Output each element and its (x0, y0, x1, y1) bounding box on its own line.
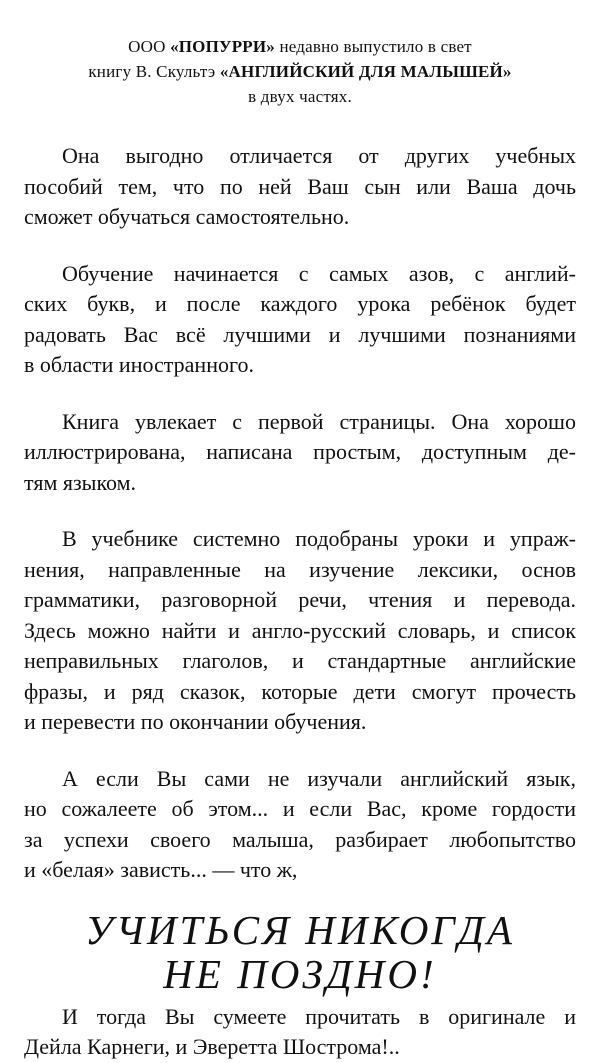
paragraph-parents (24, 764, 576, 886)
text-line: и перевести по окончании обучения. (24, 709, 367, 734)
paragraph-illustrated (24, 407, 576, 499)
paragraph-advantages (24, 141, 576, 233)
text-line: А если Вы сами не изучали английский язык, (62, 765, 576, 791)
book-title: «АНГЛИЙСКИЙ ДЛЯ МАЛЫШЕЙ» (219, 62, 512, 81)
book-author: книгу В. Скультэ (88, 62, 220, 81)
text-line: В учебнике системно подобраны уроки и упраж- (62, 526, 576, 551)
text-line: тям языком. (24, 469, 137, 495)
text-line: неправильных глаголов, и стандартные английские (24, 648, 576, 673)
paragraph-learning (24, 259, 576, 381)
text-line: Обучение начинается с самых азов, с англий- (62, 260, 576, 286)
text-line: грамматики, разговорной речи, чтения и перевода. (24, 587, 576, 612)
announcement-line-3: в двух частях. (248, 87, 352, 106)
slogan-heading (24, 908, 576, 996)
text-line: иллюстрирована, написана простым, доступным де- (24, 439, 576, 464)
publisher-name: «ПОПУРРИ» (170, 37, 275, 56)
publisher-announcement (24, 34, 576, 109)
text-line: И тогда Вы сумеете прочитать в оригинале и (62, 1003, 576, 1029)
text-line: за успехи своего малыша, разбирает любопытство (24, 826, 576, 852)
text-line: нения, направленные на изучение лексики, основ (24, 556, 576, 582)
text-line: и «белая» зависть... — что ж, (24, 857, 298, 882)
text-line: но сожалеете об этом... и если Вас, кроме гордости (24, 796, 576, 821)
text-line: фразы, и ряд сказок, которые дети смогут прочесть (24, 678, 576, 704)
text-line: сможет обучаться самостоятельно. (24, 204, 350, 229)
text-line: в области иностранного. (24, 352, 254, 377)
text-line: радовать Вас всё лучшими и лучшими познаниями (24, 321, 576, 347)
announcement-line-2 (24, 59, 576, 84)
paragraph-final (24, 1002, 576, 1063)
announcement-text: недавно выпустило в свет (275, 37, 472, 56)
text-line: Дейла Карнеги, и Эверетта Шострома!.. (24, 1034, 400, 1059)
page (24, 34, 576, 1063)
paragraph-contents (24, 524, 576, 738)
announcement-line-1 (24, 34, 576, 59)
text-line: ских букв, и после каждого урока ребёнок будет (24, 291, 576, 316)
announcement-prefix: ООО (128, 37, 171, 56)
text-line: Книга увлекает с первой страницы. Она хорошо (62, 408, 576, 434)
text-line: Здесь можно найти и англо-русский словарь, и список (24, 617, 576, 643)
text-line: пособий тем, что по ней Ваш сын или Ваша дочь (24, 173, 576, 199)
slogan-line-1: УЧИТЬСЯ НИКОГДА (85, 906, 515, 953)
text-line: Она выгодно отличается от других учебных (62, 143, 576, 168)
slogan-line-2: НЕ ПОЗДНО! (163, 950, 437, 997)
